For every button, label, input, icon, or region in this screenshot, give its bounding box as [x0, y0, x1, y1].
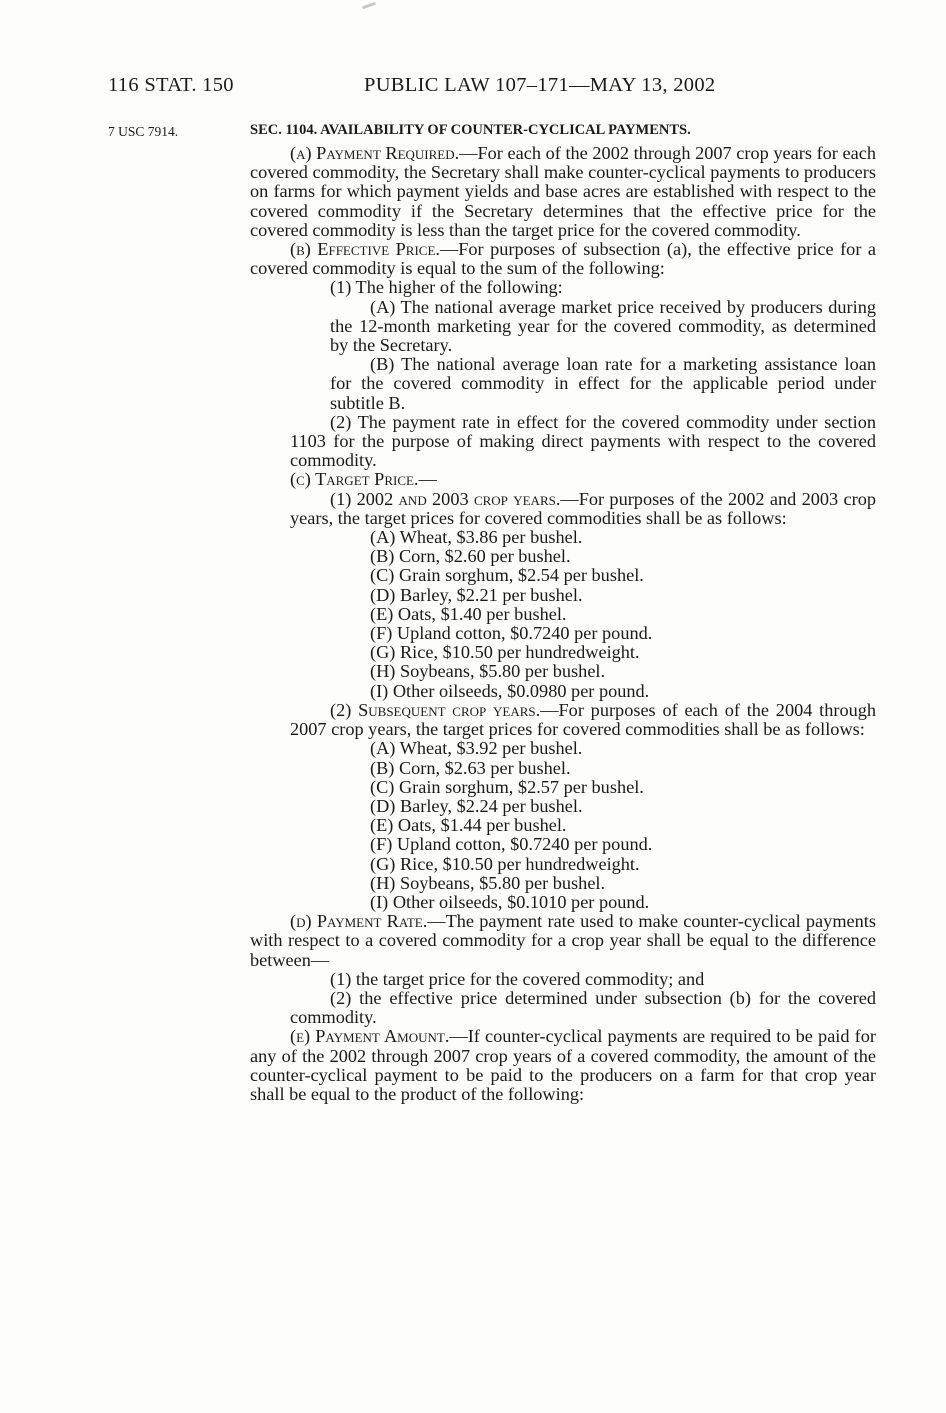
target-price-item: (H) Soybeans, $5.80 per bushel. — [370, 661, 606, 682]
target-price-item: (I) Other oilseeds, $0.0980 per pound. — [370, 680, 650, 701]
subsection-b — [250, 240, 876, 278]
target-price-item: (D) Barley, $2.24 per bushel. — [370, 795, 583, 816]
target-price-item: (F) Upland cotton, $0.7240 per pound. — [370, 623, 653, 644]
subsection-b-paragraph-1: (1) The higher of the following: — [330, 277, 563, 298]
subsection-c-heading: (c) Target Price.— — [290, 469, 437, 490]
target-price-item: (I) Other oilseeds, $0.1010 per pound. — [370, 891, 650, 912]
subsection-b-text: —For purposes of subsection (a), the effective price for a covered commodity is equal to the sum of the following: — [250, 239, 876, 279]
subsection-b-heading: (b) Effective Price. — [290, 239, 440, 260]
subsection-d — [250, 912, 876, 970]
paragraph-1-text: —For purposes of the 2002 and 2003 crop years, the target prices for covered commodities shall be as follows: — [290, 488, 876, 528]
subsection-e-text: —If counter-cyclical payments are required to be paid for any of the 2002 through 2007 crop years of a covered commodity, the amount of the counter-cyclical payment to be paid to the producers on a farm for that crop year shall be equal to the product of the following: — [250, 1026, 876, 1104]
subsection-e-heading: (e) Payment Amount. — [290, 1026, 450, 1047]
target-price-item: (A) Wheat, $3.86 per bushel. — [370, 527, 583, 548]
subsection-c-paragraph-2 — [250, 701, 876, 739]
target-price-item: (E) Oats, $1.44 per bushel. — [370, 815, 567, 836]
subsection-a-text: —For each of the 2002 through 2007 crop years for each covered commodity, the Secretary shall make counter-cyclical payments to producers on farms for which payment yields and base acres are established with respect to the covered commodity if the Secretary determines that the effective price for the covered commodity is less than the target price for the covered commodity. — [250, 143, 876, 240]
subsection-d-heading: (d) Payment Rate. — [290, 911, 428, 932]
subsection-d-paragraph-1: (1) the target price for the covered commodity; and — [330, 968, 705, 989]
stat-citation: 116 STAT. 150 — [108, 74, 234, 96]
paragraph-2-text: —For purposes of each of the 2004 through 2007 crop years, the target prices for covered commodities shall be as follows: — [290, 699, 877, 740]
target-price-item: (C) Grain sorghum, $2.57 per bushel. — [370, 776, 644, 797]
target-price-item: (C) Grain sorghum, $2.54 per bushel. — [370, 565, 644, 586]
paragraph-1-heading: (1) 2002 and 2003 crop years. — [330, 488, 561, 509]
target-price-item: (E) Oats, $1.40 per bushel. — [370, 603, 567, 624]
target-price-item: (A) Wheat, $3.92 per bushel. — [370, 738, 583, 759]
subsection-e — [250, 1027, 876, 1104]
subsection-a-heading: (a) Payment Required. — [290, 143, 460, 163]
target-price-item: (F) Upland cotton, $0.7240 per pound. — [370, 834, 653, 855]
usc-margin-note: 7 USC 7914. — [108, 124, 179, 139]
target-price-item: (G) Rice, $10.50 per hundredweight. — [370, 853, 640, 874]
section-body — [250, 144, 876, 1104]
scan-speck — [362, 2, 376, 10]
subsection-b-paragraph-1-b: (B) The national average loan rate for a marketing assistance loan for the covered commodity in effect for the applicable period under subtitle B. — [330, 354, 876, 413]
subsection-b-paragraph-1-a: (A) The national average market price received by producers during the 12-month marketing year for the covered commodity, as determined by the Secretary. — [330, 296, 876, 356]
subsection-c-paragraph-1 — [250, 490, 876, 528]
subsection-d-text: —The payment rate used to make counter-cyclical payments with respect to a covered commodity for a crop year shall be equal to the difference between— — [250, 911, 876, 970]
subsection-a — [250, 144, 876, 240]
target-price-item: (G) Rice, $10.50 per hundredweight. — [370, 642, 640, 663]
target-price-item: (H) Soybeans, $5.80 per bushel. — [370, 872, 606, 893]
subsection-d-paragraph-2: (2) the effective price determined under subsection (b) for the covered commodity. — [290, 987, 876, 1028]
paragraph-2-heading: (2) Subsequent crop years. — [330, 699, 541, 720]
section-title: SEC. 1104. AVAILABILITY OF COUNTER-CYCLICAL PAYMENTS. — [250, 122, 691, 138]
public-law-citation: PUBLIC LAW 107–171—MAY 13, 2002 — [364, 74, 716, 96]
subsection-b-paragraph-2: (2) The payment rate in effect for the covered commodity under section 1103 for the purpose of making direct payments with respect to the covered commodity. — [290, 411, 876, 471]
target-price-item: (B) Corn, $2.60 per bushel. — [370, 546, 571, 567]
target-price-item: (B) Corn, $2.63 per bushel. — [370, 757, 571, 778]
target-price-item: (D) Barley, $2.21 per bushel. — [370, 584, 583, 605]
